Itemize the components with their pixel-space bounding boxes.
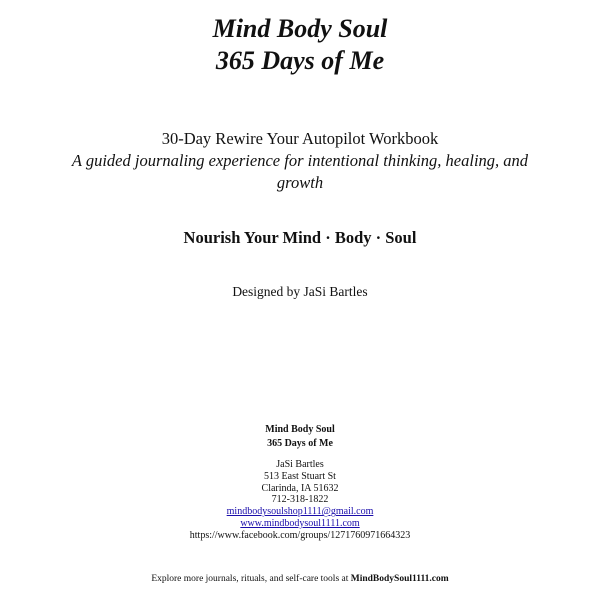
facebook-url: https://www.facebook.com/groups/1271760971664323 [189, 529, 411, 541]
title-line-2: 365 Days of Me [215, 46, 385, 75]
contact-block [0, 423, 600, 542]
footer-site: MindBodySoul1111.com [350, 574, 449, 584]
tagline: A guided journaling experience for intentional thinking, healing, and growth [71, 151, 529, 192]
nourish-heading: Nourish Your Mind · Body · Soul [183, 228, 417, 247]
title-line-1: Mind Body Soul [212, 14, 388, 43]
designed-by: Designed by JaSi Bartles [232, 284, 368, 299]
title-block [0, 13, 600, 77]
workbook-subtitle: 30-Day Rewire Your Autopilot Workbook [161, 129, 439, 148]
contact-phone: 712-318-1822 [271, 494, 329, 506]
contact-city: Clarinda, IA 51632 [261, 482, 339, 494]
footer [0, 572, 600, 586]
website-link[interactable]: www.mindbodysoul1111.com [240, 517, 360, 529]
subtitle-block [0, 128, 600, 194]
footer-text: Explore more journals, rituals, and self-care tools at [151, 574, 351, 584]
contact-street: 513 East Stuart St [264, 470, 336, 482]
contact-title-line-1: Mind Body Soul [265, 424, 335, 435]
contact-name: JaSi Bartles [276, 459, 324, 470]
contact-title-line-2: 365 Days of Me [267, 438, 333, 449]
email-link[interactable]: mindbodysoulshop1111@gmail.com [226, 506, 374, 518]
